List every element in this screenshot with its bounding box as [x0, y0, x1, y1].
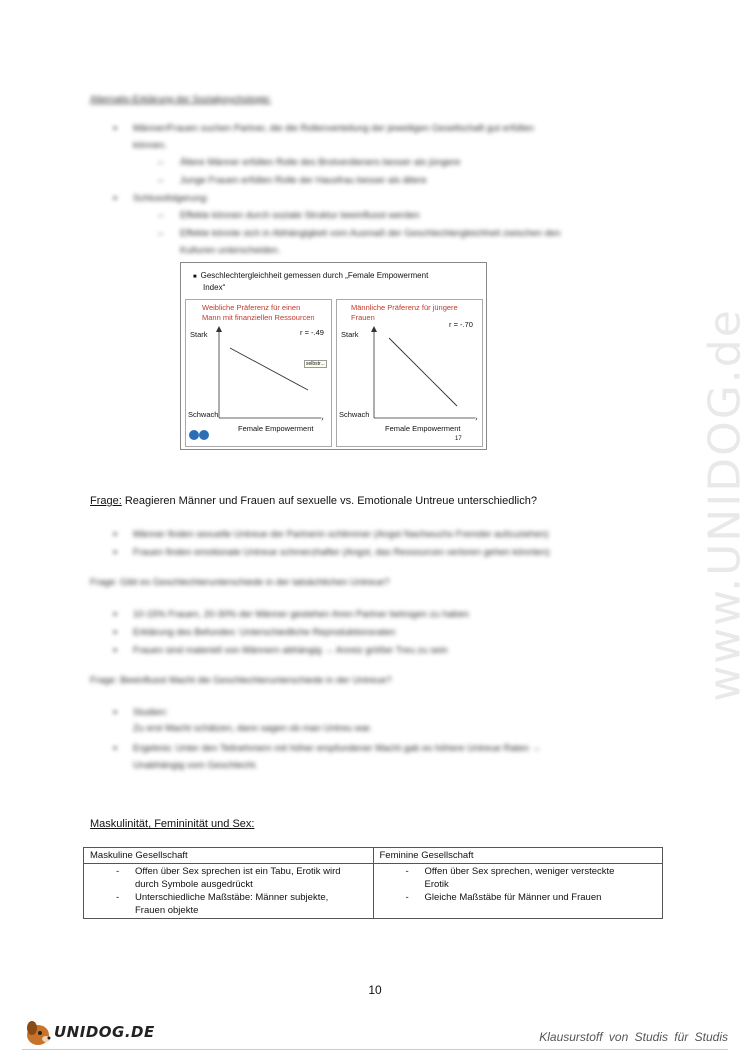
list-item: ● Männer/Frauen suchen Partner, die die Rollenverteilung der jeweiligen Gesellschaft gut erfüllen — [133, 122, 534, 136]
svg-text:›: › — [475, 415, 478, 423]
table-cell — [84, 864, 374, 919]
list-item: Unabhängig vom Geschlecht. — [133, 760, 258, 771]
list-item: ● 10-15% Frauen, 20-30% der Männer gestehen ihren Partner betrogen zu haben — [133, 608, 469, 622]
page-number: 10 — [368, 983, 382, 997]
list-item: können. — [133, 140, 167, 151]
figure-bullet: ■ Geschlechtergleichheit gemessen durch „Female Empowerment — [193, 271, 429, 280]
slide-page-number: 17 — [455, 436, 462, 442]
chart-lines-right — [337, 300, 482, 446]
x-axis-label: Female Empowerment — [238, 424, 314, 433]
cell-item: - Offen über Sex sprechen ist ein Tabu, Erotik wird durch Symbole ausgedrückt — [90, 865, 367, 891]
list-item: – Ältere Männer erfüllen Rolle des Brotverdieners besser als jüngere — [180, 156, 460, 170]
logo-text: UNIDOG.DE — [54, 1023, 155, 1041]
cell-item: - Gleiche Maßstäbe für Männer und Frauen — [380, 891, 657, 904]
list-item: ● Studien: — [133, 706, 168, 720]
y-label-weak: Schwach — [188, 410, 219, 419]
footer-tagline: Klausurstoff von Studis für Studis — [539, 1030, 728, 1044]
cell-item: - Offen über Sex sprechen, weniger versteckte Erotik — [380, 865, 657, 891]
table-cell — [373, 864, 663, 919]
list-item: ● Erklärung des Befundes: Unterschiedliche Reproduktionsraten — [133, 626, 395, 640]
list-item: – Effekte könnte sich in Abhängigkeit vom Ausmaß der Geschlechtergleichheit zwischen den — [180, 227, 561, 241]
table-row — [84, 864, 663, 919]
question-heading: Frage: Gibt es Geschlechterunterschiede in der tatsächlichen Untreue? — [90, 577, 390, 588]
x-axis-label: Female Empowerment — [385, 424, 461, 433]
comparison-table — [83, 847, 663, 919]
y-label-strong: Stark — [190, 330, 208, 339]
dog-icon — [22, 1015, 58, 1049]
panel-title: Männliche Präferenz für jüngere — [351, 303, 458, 312]
section-heading: Alternativ-Erklärung der Sozialpsychologie: — [90, 94, 272, 105]
list-item: – Effekte können durch soziale Struktur beeinflusst werden — [180, 209, 420, 223]
figure-panel-right — [336, 299, 483, 447]
question-heading: Frage: Reagieren Männer und Frauen auf sexuelle vs. Emotionale Untreue unterschiedlich? — [90, 495, 537, 507]
correlation-label: r = -.70 — [449, 320, 473, 329]
table-header: Maskuline Gesellschaft — [84, 848, 374, 864]
list-item: ● Männer finden sexuelle Untreue der Partnerin schlimmer (Angst Nachwuchs Fremder aufzuziehen) — [133, 528, 549, 542]
figure-bullet-line2: Index“ — [203, 283, 226, 292]
watermark: www.UNIDOG.de — [699, 308, 750, 702]
figure-slide — [180, 262, 487, 450]
list-item: ● Ergebnis: Unter den Teilnehmern mit höher empfundener Macht gab es höhere Untreue Raten → — [133, 742, 541, 756]
y-label-strong: Stark — [341, 330, 359, 339]
table-header: Feminine Gesellschaft — [373, 848, 663, 864]
question-heading: Frage: Beeinflusst Macht die Geschlechterunterschiede in der Untreue? — [90, 675, 392, 686]
list-item: Zu erst Macht schätzen, dann sagen ob man Untreu war. — [133, 723, 373, 734]
list-item: ● Schlussfolgerung: — [133, 192, 209, 206]
table-header-row — [84, 848, 663, 864]
svg-text:›: › — [321, 415, 324, 423]
tag-label: selbstr... — [306, 361, 325, 367]
figure-panel-left — [185, 299, 332, 447]
panel-title: Weibliche Präferenz für einen — [202, 303, 301, 312]
list-item: – Junge Frauen erfüllen Rolle der Hausfrau besser als ältere — [180, 174, 427, 188]
cell-item: - Unterschiedliche Maßstäbe: Männer subjekte, Frauen objekte — [90, 891, 367, 917]
y-label-weak: Schwach — [339, 410, 370, 419]
unidog-logo — [22, 1015, 172, 1049]
section-heading: Maskulinität, Femininität und Sex: — [90, 818, 255, 830]
panel-title: Mann mit finanziellen Ressourcen — [202, 313, 315, 322]
list-item: ● Frauen sind materiell von Männern abhängig → Anreiz größer Treu zu sein — [133, 644, 448, 658]
list-item: ● Frauen finden emotionale Untreue schmerzhafter (Angst, das Ressourcen verloren gehen könnten) — [133, 546, 550, 560]
correlation-label: r = -.49 — [300, 328, 324, 337]
panel-title: Frauen — [351, 313, 375, 322]
logo-icon — [188, 428, 212, 442]
footer-divider — [22, 1049, 728, 1050]
list-item: Kulturen unterscheiden. — [180, 245, 281, 256]
chart-lines-left — [186, 300, 331, 446]
